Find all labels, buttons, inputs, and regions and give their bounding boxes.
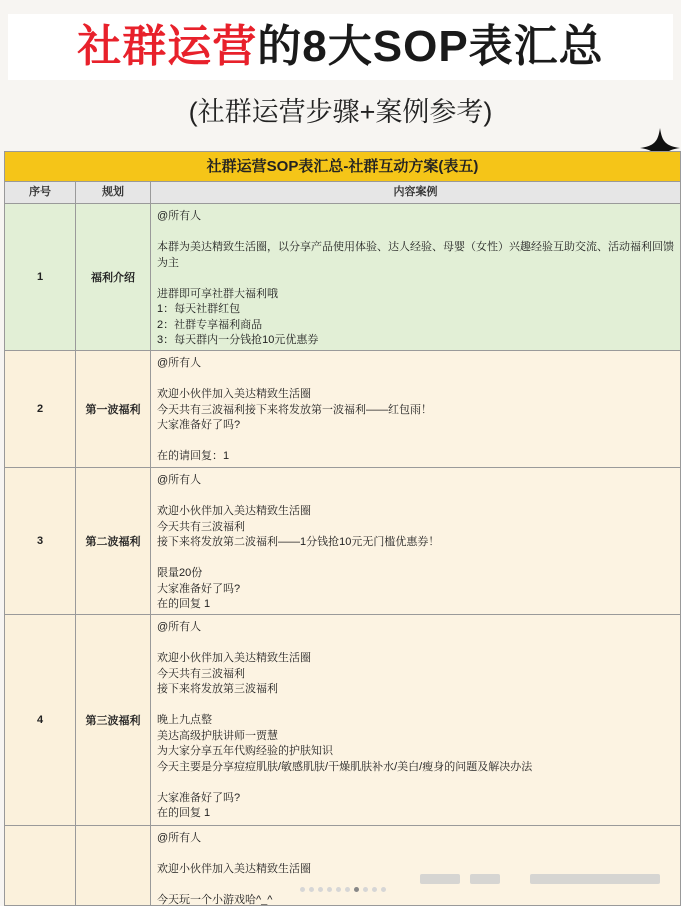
content-line: 今天共有三波福利	[157, 667, 245, 680]
content-line: 欢迎小伙伴加入美达精致生活圈	[157, 863, 311, 875]
content-line: 进群即可享社群大福利哦	[157, 287, 278, 300]
row-content	[151, 204, 680, 350]
row-plan: 第一波福利	[76, 351, 151, 467]
content-line: 今天主要是分享痘痘肌肤/敏感肌肤/干燥肌肤补水/美白/瘦身的问题及解决办法	[157, 760, 533, 773]
content-line	[157, 372, 674, 388]
content-line	[157, 489, 674, 505]
content-line	[157, 847, 674, 863]
content-line: 3：每天群内一分钱抢10元优惠券	[157, 334, 319, 346]
content-line: 今天玩一个小游戏哈^_^	[157, 894, 273, 906]
page-subtitle: (社群运营步骤+案例参考)	[188, 97, 493, 127]
content-line: @所有人	[157, 621, 202, 633]
blurred-watermark	[420, 874, 460, 884]
row-plan: 福利介绍	[76, 204, 151, 350]
content-line: 欢迎小伙伴加入美达精致生活圈	[157, 388, 311, 400]
pagination-dot[interactable]	[318, 887, 323, 892]
row-number: 2	[5, 351, 76, 467]
content-line	[157, 434, 674, 450]
content-line	[157, 225, 674, 241]
column-header-plan: 规划	[76, 182, 151, 203]
row-number: 3	[5, 468, 76, 614]
row-content	[151, 826, 680, 906]
pagination-dot[interactable]	[327, 887, 332, 892]
table-header-row	[5, 182, 680, 204]
pagination-dot[interactable]	[345, 887, 350, 892]
content-line: @所有人	[157, 210, 202, 222]
row-number: 4	[5, 615, 76, 825]
content-line: 2：社群专享福利商品	[157, 318, 263, 331]
table-row	[5, 204, 680, 351]
row-plan: 第三波福利	[76, 615, 151, 825]
row-content	[151, 615, 680, 825]
pagination-dot[interactable]	[300, 887, 305, 892]
content-line: 限量20份	[157, 567, 203, 579]
pagination-dots[interactable]	[300, 887, 386, 892]
content-line: 本群为美达精致生活圈，以分享产品使用体验、达人经验、母婴（女性）兴趣经验互助交流、活动福利回馈为主	[157, 241, 674, 269]
content-line: @所有人	[157, 832, 202, 844]
blurred-watermark	[530, 874, 660, 884]
content-line: 今天共有三波福利接下来将发放第一波福利——红包雨！	[157, 403, 432, 416]
content-line: 接下来将发放第三波福利	[157, 683, 278, 695]
pagination-dot[interactable]	[336, 887, 341, 892]
row-content	[151, 468, 680, 614]
sop-table	[4, 151, 681, 906]
content-line: 大家准备好了吗?	[157, 791, 241, 804]
content-line: 今天共有三波福利	[157, 520, 245, 533]
column-header-content: 内容案例	[393, 186, 438, 198]
pagination-dot[interactable]	[309, 887, 314, 892]
content-line: 在的请回复：1	[157, 450, 230, 462]
content-line: 在的回复 1	[157, 598, 211, 610]
content-line	[157, 775, 674, 791]
content-line: 为大家分享五年代购经验的护肤知识	[157, 745, 333, 757]
row-plan	[76, 826, 151, 906]
table-row	[5, 826, 680, 906]
content-line: 美达高级护肤讲师一贾慧	[157, 729, 278, 742]
content-line	[157, 636, 674, 652]
blurred-watermark	[470, 874, 500, 884]
content-line: 在的回复 1	[157, 807, 211, 819]
row-plan: 第二波福利	[76, 468, 151, 614]
pagination-dot[interactable]	[363, 887, 368, 892]
row-number	[5, 826, 76, 906]
page-title-highlight: 社群运营	[77, 22, 258, 71]
content-line: 大家准备好了吗?	[157, 582, 241, 595]
table-row	[5, 351, 680, 468]
content-line: @所有人	[157, 474, 202, 486]
content-line: @所有人	[157, 357, 202, 369]
page-title-rest: 的8大SOP表汇总	[257, 22, 604, 71]
content-line: 1：每天社群红包	[157, 303, 241, 315]
row-number: 1	[5, 204, 76, 350]
table-title: 社群运营SOP表汇总-社群互动方案(表五)	[5, 152, 680, 182]
table-row	[5, 615, 680, 826]
row-content	[151, 351, 680, 467]
pagination-dot[interactable]	[372, 887, 377, 892]
content-line	[157, 698, 674, 714]
content-line: 欢迎小伙伴加入美达精致生活圈	[157, 652, 311, 664]
content-line: 晚上九点整	[157, 714, 212, 726]
page-title	[8, 14, 673, 80]
pagination-dot[interactable]	[354, 887, 359, 892]
content-line	[157, 551, 674, 567]
pagination-dot[interactable]	[381, 887, 386, 892]
table-row	[5, 468, 680, 615]
content-line: 欢迎小伙伴加入美达精致生活圈	[157, 505, 311, 517]
content-line: 接下来将发放第二波福利——1分钱抢10元无门槛优惠券！	[157, 536, 440, 548]
column-header-number: 序号	[5, 182, 76, 203]
content-line: 大家准备好了吗?	[157, 419, 241, 431]
content-line	[157, 271, 674, 287]
